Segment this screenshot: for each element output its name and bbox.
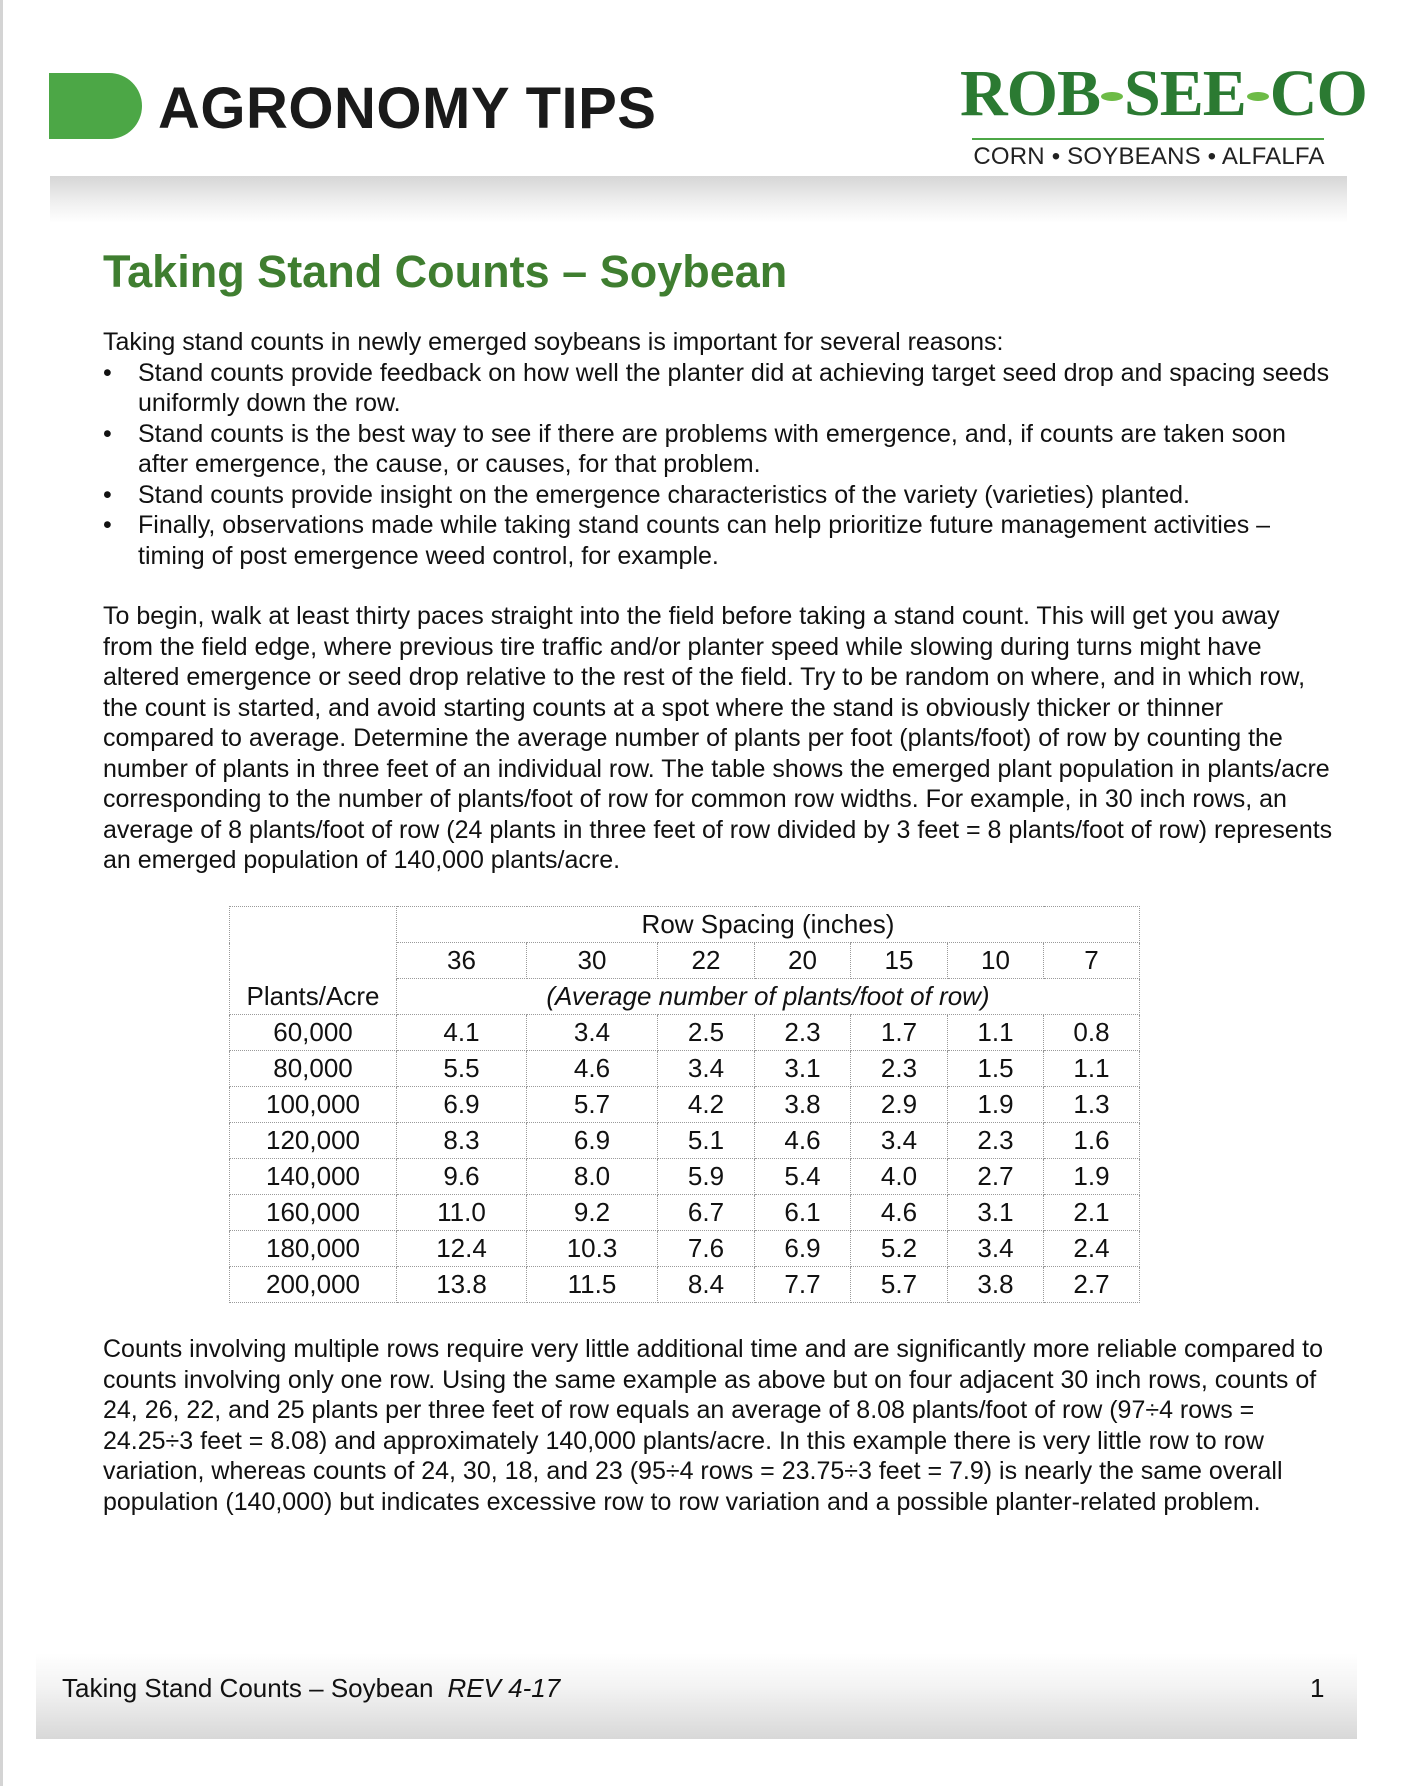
plants-per-foot-cell: 8.3 xyxy=(397,1123,527,1159)
plants-per-foot-cell: 4.0 xyxy=(851,1159,948,1195)
leaf-icon xyxy=(1101,92,1123,101)
plants-per-foot-cell: 2.7 xyxy=(948,1159,1044,1195)
plants-per-foot-cell: 5.1 xyxy=(658,1123,755,1159)
plants-per-foot-cell: 5.9 xyxy=(658,1159,755,1195)
plants-per-foot-cell: 8.4 xyxy=(658,1267,755,1303)
bullet-icon: • xyxy=(103,511,112,539)
plants-per-foot-cell: 6.9 xyxy=(397,1087,527,1123)
plants-per-foot-cell: 2.3 xyxy=(948,1123,1044,1159)
logo-rule xyxy=(972,138,1324,140)
list-item-text: Finally, observations made while taking stand counts can help prioritize future management activities – timing of post emergence weed control, for example. xyxy=(138,511,1271,570)
list-item xyxy=(103,419,1333,480)
population-cell: 180,000 xyxy=(230,1231,397,1267)
plants-per-foot-cell: 4.6 xyxy=(851,1195,948,1231)
plants-per-foot-cell: 4.2 xyxy=(658,1087,755,1123)
plants-per-foot-cell: 9.6 xyxy=(397,1159,527,1195)
plants-per-foot-cell: 1.1 xyxy=(1044,1051,1140,1087)
table-row xyxy=(230,1195,1140,1231)
plants-per-foot-cell: 11.5 xyxy=(527,1267,658,1303)
table-row xyxy=(230,1267,1140,1303)
plants-per-foot-cell: 5.7 xyxy=(851,1267,948,1303)
plants-per-foot-cell: 3.1 xyxy=(948,1195,1044,1231)
spacing-header-cell: 20 xyxy=(755,943,851,979)
stand-count-table xyxy=(229,906,1140,1303)
list-item xyxy=(103,480,1333,511)
plants-per-foot-cell: 3.8 xyxy=(948,1267,1044,1303)
plants-per-foot-cell: 11.0 xyxy=(397,1195,527,1231)
logo-wordmark xyxy=(960,56,1367,132)
row-spacing-header: Row Spacing (inches) xyxy=(397,907,1140,943)
table-corner-cell xyxy=(230,907,397,979)
table-row xyxy=(230,1087,1140,1123)
page-edge xyxy=(0,0,3,1786)
company-logo xyxy=(960,40,1367,180)
page-number: 1 xyxy=(1310,1673,1325,1703)
plants-per-foot-cell: 0.8 xyxy=(1044,1015,1140,1051)
table-caption: (Average number of plants/foot of row) xyxy=(397,979,1140,1015)
bullet-icon: • xyxy=(103,419,112,448)
caption-row xyxy=(230,979,1140,1015)
population-cell: 100,000 xyxy=(230,1087,397,1123)
plants-per-foot-cell: 1.7 xyxy=(851,1015,948,1051)
plants-per-foot-cell: 5.2 xyxy=(851,1231,948,1267)
footer-doc-title: Taking Stand Counts – Soybean xyxy=(62,1673,434,1703)
stand-count-table-wrap xyxy=(229,906,1140,1303)
plants-per-foot-cell: 1.1 xyxy=(948,1015,1044,1051)
plants-per-foot-cell: 5.4 xyxy=(755,1159,851,1195)
spacing-header-cell: 30 xyxy=(527,943,658,979)
population-cell: 120,000 xyxy=(230,1123,397,1159)
plants-per-foot-cell: 2.9 xyxy=(851,1087,948,1123)
table-row xyxy=(230,1231,1140,1267)
header-title: AGRONOMY TIPS xyxy=(158,76,657,141)
plants-per-foot-cell: 3.1 xyxy=(755,1051,851,1087)
table-group-header-row xyxy=(230,907,1140,943)
plants-acre-header: Plants/Acre xyxy=(230,979,397,1015)
reasons-list xyxy=(103,358,1333,572)
plants-per-foot-cell: 6.9 xyxy=(755,1231,851,1267)
population-cell: 160,000 xyxy=(230,1195,397,1231)
plants-per-foot-cell: 4.6 xyxy=(755,1123,851,1159)
plants-per-foot-cell: 2.3 xyxy=(851,1051,948,1087)
table-body xyxy=(230,1015,1140,1303)
spacing-header-cell: 15 xyxy=(851,943,948,979)
plants-per-foot-cell: 3.4 xyxy=(658,1051,755,1087)
logo-word-see: SEE xyxy=(1124,57,1246,130)
plants-per-foot-cell: 2.5 xyxy=(658,1015,755,1051)
header-band xyxy=(50,176,1347,223)
plants-per-foot-cell: 12.4 xyxy=(397,1231,527,1267)
footer-revision: REV 4-17 xyxy=(447,1673,561,1703)
list-item-text: Stand counts provide insight on the emergence characteristics of the variety (varieties) planted. xyxy=(138,480,1190,509)
plants-per-foot-cell: 6.9 xyxy=(527,1123,658,1159)
plants-per-foot-cell: 3.4 xyxy=(527,1015,658,1051)
method-paragraph: To begin, walk at least thirty paces straight into the field before taking a stand count. This will get you away from the field edge, where previous tire traffic and/or planter speed while slowing during turns might have altered emergence or seed drop relative to the rest of the field. Try to be random on where, and in which row, the count is started, and avoid starting counts at a spot where the stand is obviously thicker or thinner compared to average. Determine the average number of plants per foot (plants/foot) of row by counting the number of plants in three feet of an individual row. The table shows the emerged plant population in plants/acre corresponding to the number of plants/foot of row for common row widths. For example, in 30 inch rows, an average of 8 plants/foot of row (24 plants in three feet of row divided by 3 feet = 8 plants/foot of row) represents an emerged population of 140,000 plants/acre. xyxy=(103,602,1333,874)
plants-per-foot-cell: 3.8 xyxy=(755,1087,851,1123)
bullet-icon: • xyxy=(103,358,112,387)
population-cell: 60,000 xyxy=(230,1015,397,1051)
document-title: Taking Stand Counts – Soybean xyxy=(103,246,788,297)
plants-per-foot-cell: 2.4 xyxy=(1044,1231,1140,1267)
plants-per-foot-cell: 3.4 xyxy=(948,1231,1044,1267)
bullet-icon: • xyxy=(103,480,112,509)
list-item-text: Stand counts provide feedback on how well the planter did at achieving target seed drop and spacing seeds uniformly down the row. xyxy=(138,358,1330,417)
footer-title xyxy=(62,1671,560,1705)
population-cell: 80,000 xyxy=(230,1051,397,1087)
table-row xyxy=(230,1015,1140,1051)
plants-per-foot-cell: 7.6 xyxy=(658,1231,755,1267)
spacing-header-cell: 10 xyxy=(948,943,1044,979)
multi-row-paragraph: Counts involving multiple rows require very little additional time and are significantly more reliable compared to counts involving only one row. Using the same example as above but on four adjacent 30 inch rows, counts of 24, 26, 22, and 25 plants per three feet of row equals an average of 8.08 plants/foot of row (97÷4 rows = 24.25÷3 feet = 8.08) and approximately 140,000 plants/acre. In this example there is very little row to row variation, whereas counts of 24, 30, 18, and 23 (95÷4 rows = 23.75÷3 feet = 7.9) is nearly the same overall population (140,000) but indicates excessive row to row variation and a possible planter-related problem. xyxy=(103,1335,1324,1516)
plants-per-foot-cell: 2.3 xyxy=(755,1015,851,1051)
table-row xyxy=(230,1159,1140,1195)
plants-per-foot-cell: 4.6 xyxy=(527,1051,658,1087)
logo-word-co: CO xyxy=(1269,57,1367,130)
plants-per-foot-cell: 13.8 xyxy=(397,1267,527,1303)
table-row xyxy=(230,1051,1140,1087)
spacing-header-cell: 36 xyxy=(397,943,527,979)
plants-per-foot-cell: 9.2 xyxy=(527,1195,658,1231)
plants-per-foot-cell: 10.3 xyxy=(527,1231,658,1267)
plants-per-foot-cell: 1.5 xyxy=(948,1051,1044,1087)
plants-per-foot-cell: 6.1 xyxy=(755,1195,851,1231)
logo-word-rob: ROB xyxy=(960,57,1101,130)
list-item xyxy=(103,358,1333,419)
plants-per-foot-cell: 1.6 xyxy=(1044,1123,1140,1159)
table-row xyxy=(230,1123,1140,1159)
plants-per-foot-cell: 1.9 xyxy=(1044,1159,1140,1195)
plants-per-foot-cell: 5.5 xyxy=(397,1051,527,1087)
spacing-header-cell: 22 xyxy=(658,943,755,979)
spacing-header-cell: 7 xyxy=(1044,943,1140,979)
plants-per-foot-cell: 3.4 xyxy=(851,1123,948,1159)
plants-per-foot-cell: 7.7 xyxy=(755,1267,851,1303)
plants-per-foot-cell: 2.1 xyxy=(1044,1195,1140,1231)
intro-text: Taking stand counts in newly emerged soybeans is important for several reasons: xyxy=(103,328,1004,356)
population-cell: 200,000 xyxy=(230,1267,397,1303)
plants-per-foot-cell: 6.7 xyxy=(658,1195,755,1231)
plants-per-foot-cell: 1.9 xyxy=(948,1087,1044,1123)
intro-section xyxy=(103,327,1333,571)
list-item-text: Stand counts is the best way to see if there are problems with emergence, and, if counts are taken soon after emergence, the cause, or causes, for that problem. xyxy=(138,419,1286,478)
plants-per-foot-cell: 5.7 xyxy=(527,1087,658,1123)
plants-per-foot-cell: 8.0 xyxy=(527,1159,658,1195)
leaf-icon xyxy=(1247,92,1269,101)
plants-per-foot-cell: 4.1 xyxy=(397,1015,527,1051)
population-cell: 140,000 xyxy=(230,1159,397,1195)
plants-per-foot-cell: 1.3 xyxy=(1044,1087,1140,1123)
header-accent-tab xyxy=(49,73,142,139)
logo-tagline: CORN • SOYBEANS • ALFALFA xyxy=(973,143,1325,170)
list-item xyxy=(103,510,1333,571)
plants-per-foot-cell: 2.7 xyxy=(1044,1267,1140,1303)
